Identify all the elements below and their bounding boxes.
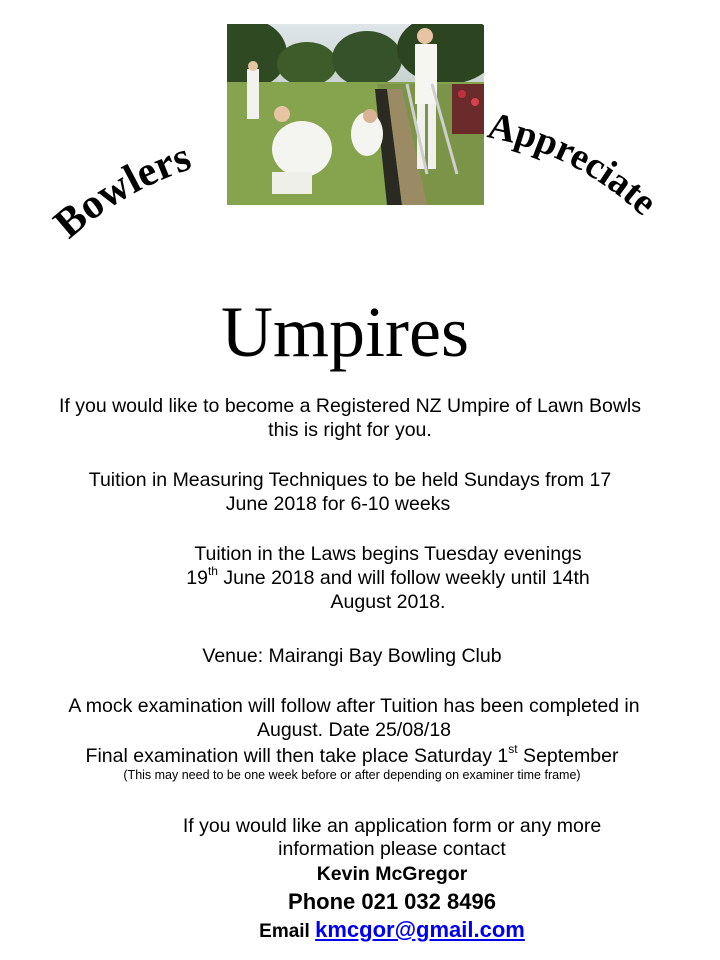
laws-line-3: August 2018. xyxy=(330,591,446,613)
mock-line-2: August. Date 25/08/18 xyxy=(256,719,452,741)
final-suffix: st xyxy=(508,741,518,756)
measuring-line-2: June 2018 for 6-10 weeks xyxy=(225,493,451,515)
intro-line-1: If you would like to become a Registered NZ Umpire of Lawn Bowls xyxy=(58,395,641,417)
laws-day: 19 xyxy=(186,567,208,589)
umpires-photo xyxy=(227,24,484,205)
laws-line-1: Tuition in the Laws begins Tuesday evenings xyxy=(194,543,582,565)
final-line-start: Final examination will then take place Saturday 1 xyxy=(85,745,509,767)
appreciate-text: Appreciate xyxy=(484,104,666,224)
intro-line-2: this is right for you. xyxy=(268,419,432,441)
svg-text:Bowlers xyxy=(46,134,197,247)
svg-text:Appreciate xyxy=(484,105,665,224)
contact-line-1: If you would like an application form or any more xyxy=(182,815,602,837)
bowlers-text: Bowlers xyxy=(45,134,197,248)
contact-name: Kevin McGregor xyxy=(316,863,468,885)
laws-day-suffix: th xyxy=(207,563,218,578)
final-note: (This may need to be one week before or after depending on examiner time frame) xyxy=(123,768,581,782)
mock-line-1: A mock examination will follow after Tuition has been completed in xyxy=(68,695,640,717)
measuring-line-1: Tuition in Measuring Techniques to be held Sundays from 17 xyxy=(88,469,612,491)
email-label: Email xyxy=(259,921,316,942)
final-line xyxy=(0,741,704,768)
email-link[interactable]: kmcgor@gmail.com xyxy=(315,917,525,942)
contact-email-row xyxy=(0,916,720,946)
venue-line: Venue: Mairangi Bay Bowling Club xyxy=(202,645,502,667)
contact-line-2: information please contact xyxy=(278,838,506,860)
laws-line-2 xyxy=(0,563,720,590)
laws-line-2-rest: June 2018 and will follow weekly until 14th xyxy=(217,567,590,589)
final-line-end: September xyxy=(517,745,619,767)
contact-phone: Phone 021 032 8496 xyxy=(288,889,496,914)
page-title: Umpires xyxy=(221,292,469,372)
